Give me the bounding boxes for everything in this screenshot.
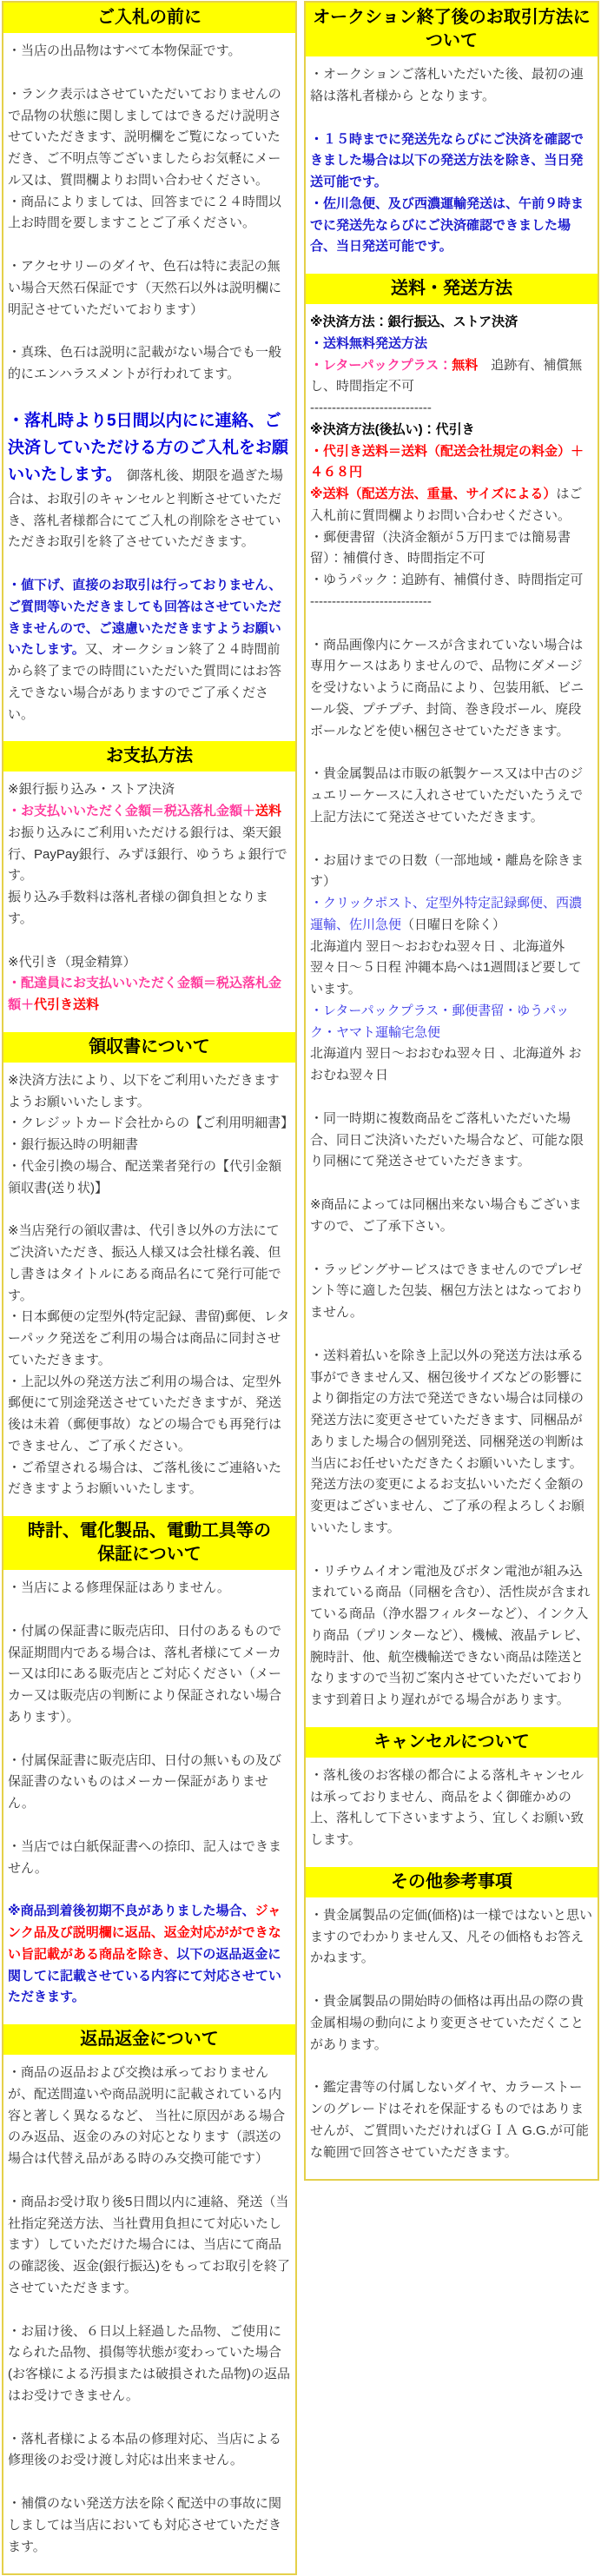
text-run: ・落札者様による本品の修理対応、当店による修理後のお受け渡し対応は出来ません。 [8, 2431, 282, 2468]
terms-paragraph [310, 1561, 593, 1712]
terms-paragraph [310, 398, 593, 420]
text-run: ・代金引換の場合、配送業者発行の【代引金額領収書(送り状)】 [8, 1158, 282, 1195]
section-content [306, 1897, 598, 2180]
section-content [3, 771, 295, 1032]
terms-paragraph [310, 1765, 593, 1851]
text-run: ジャンク品及び説明欄に返品、返金対応がができない旨記載がある商品を除き、 [8, 1904, 281, 1962]
section-content [3, 1570, 295, 2024]
text-run: ・貴金属製品は市販の紙製ケース又は中古のジュエリーケースに入れさせていただいたうえで上記方法にて発送させていただきます。 [310, 766, 584, 824]
text-run: ※決済方法により、以下をご利用いただきますようお願いいたします。 [8, 1072, 280, 1109]
terms-section [306, 3, 598, 274]
terms-paragraph [8, 1621, 291, 1729]
terms-paragraph [310, 1905, 593, 1970]
terms-section [3, 741, 295, 1032]
terms-paragraph [310, 851, 593, 894]
terms-paragraph [310, 1260, 593, 1324]
terms-paragraph [8, 973, 291, 1016]
terms-paragraph [310, 527, 593, 571]
terms-paragraph [8, 256, 291, 321]
text-run: （日曜日を除く） [401, 917, 506, 932]
terms-column-right [304, 1, 599, 2181]
text-run: ※決済方法：銀行振込、ストア決済 [310, 315, 518, 329]
terms-paragraph [8, 823, 291, 887]
terms-section [306, 274, 598, 1727]
section-header: 送料・発送方法 [306, 274, 598, 304]
text-run: ・代引き送料＝送料（配送会社規定の料金）＋４６８円 [310, 443, 584, 480]
text-run: ・補償のない発送方法を除く配送中の事故に関しましては当店においても対応させていただきます。 [8, 2496, 282, 2554]
terms-section [3, 3, 295, 741]
text-run: ※決済方法(後払い)：代引き [310, 421, 475, 437]
text-run: ・ラッピングサービスはできませんのでプレゼント等に適した包装、梱包方法とはなっておりません。 [310, 1262, 584, 1320]
text-run: ・同一時期に複数商品をご落札いただいた場合、同日ご決済いただいた場合など、可能な限り同梱にて発送させていただきます。 [310, 1110, 584, 1169]
text-run: ・落札後のお客様の都合による落札キャンセルは承っておりません、商品をよく御確かめの上、落札して下さいますよう、宜しくお願い致します。 [310, 1767, 584, 1847]
text-run: ※商品によっては同梱出来ない場合もございますので、ご了承下さい。 [310, 1197, 582, 1234]
text-run: 北海道内 翌日～おおむね翌々日 、北海道外 翌々日～５日程 沖縄本島へは1週間ほど要しています。 [310, 938, 582, 997]
terms-paragraph [310, 312, 593, 334]
text-run: ・リチウムイオン電池及びボタン電池が組み込まれている商品（同梱を含む）、活性炭が含まれている商品（浄水器フィルターなど）、インク入り商品（プリンターなど）、機械、液晶テレビ、腕時計、他、航空機輸送できない商品は陸送となりますので当初ご案内させていただいております到着日より遅れがでる場合があります。 [310, 1563, 591, 1707]
text-run: ・当店では白紙保証書への捺印、記入はできません。 [8, 1838, 282, 1876]
terms-paragraph [8, 407, 291, 553]
terms-paragraph [310, 1195, 593, 1238]
text-run: ・落札時より5日間以内にに連絡、ご決済していただける方のご入札をお願いいたします。 [8, 411, 289, 485]
section-content [306, 56, 598, 274]
terms-paragraph [310, 764, 593, 828]
terms-paragraph [8, 1458, 291, 1501]
terms-paragraph [8, 1901, 291, 2009]
terms-paragraph [8, 575, 291, 725]
terms-paragraph [310, 441, 593, 485]
text-run: 御落札後、期限を過ぎた場合は、お取引のキャンセルと判断させていただき、落札者様都合にてご入札の削除をさせていただきお取引を終了させていただきます。 [8, 468, 283, 550]
text-run: ・商品画像内にケースが含まれていない場合は専用ケースはありませんので、品物にダメージを受けないように商品により、包装用紙、ビニール袋、プチプチ、封筒、巻き段ボール、廃段ボールなどを使い梱包させていただきます。 [310, 637, 584, 738]
terms-paragraph [310, 1109, 593, 1173]
text-run: ・真珠、色石は説明に記載がない場合でも一般的にエンハラスメントが行われてます。 [8, 345, 282, 381]
text-run: ・ゆうパック：追跡有、補償付き、時間指定可 [310, 573, 584, 587]
section-header: その他参考事項 [306, 1867, 598, 1897]
text-run: ・当店による修理保証はありません。 [8, 1580, 230, 1596]
terms-paragraph [8, 84, 291, 192]
terms-paragraph [8, 1751, 291, 1815]
section-header: 返品返金について [3, 2024, 295, 2055]
text-run: ・銀行振込時の明細書 [8, 1137, 139, 1153]
terms-paragraph [310, 355, 593, 399]
terms-paragraph [8, 1837, 291, 1880]
terms-paragraph [8, 1221, 291, 1307]
text-run: ・お届けまでの日数（一部地域・離島を除きます） [310, 852, 584, 890]
terms-paragraph [310, 893, 593, 937]
text-run: ---------------------------- [310, 593, 432, 609]
text-run: ・付属の保証書に販売店印、日付のあるもので保証期間内である場合は、落札者様にてメーカー又は印にある販売店とご対応ください（メーカー又は販売店の判断により保証されない場合あります）。 [8, 1623, 282, 1725]
text-run: 又、オークション終了２４時間前から終了までの時間にいただいた質問にはお答えできない場合がありますのでご了承ください。 [8, 642, 282, 722]
section-content [3, 33, 295, 741]
text-run: ・貴金属製品の定価(価格)は一様ではないと思いますのでわかりません又、凡その価格もお答えかねます。 [310, 1907, 592, 1966]
terms-paragraph [8, 1372, 291, 1458]
text-run: ・オークションご落札いただいた後、最初の連絡は落札者様から となります。 [310, 67, 584, 103]
terms-paragraph [8, 2429, 291, 2473]
terms-paragraph [8, 1307, 291, 1371]
terms-paragraph [8, 952, 291, 974]
text-run: 以下の返品返金に関してに記載させている内容にて対応させていただきます。 [8, 1946, 282, 2005]
text-run: ・クリックポスト、定型外特定記録郵便、西濃運輸、佐川急便 [310, 896, 583, 932]
text-run: ・値下げ、直接のお取引は行っておりません、ご質問等いただきましても回答はさせていただきませんので、ご遠慮いただきますようお願いいたします。 [8, 578, 282, 658]
section-content [306, 304, 598, 1727]
text-run: 代引き送料 [34, 997, 100, 1013]
terms-paragraph [8, 1113, 294, 1135]
terms-paragraph [8, 2493, 291, 2558]
terms-section [3, 1032, 295, 1516]
text-run: ・当店の出品物はすべて本物保証です。 [8, 43, 241, 58]
text-run: ・日本郵便の定型外(特定記録、書留)郵便、レターパック発送をご利用の場合は商品に同封させていただきます。 [8, 1309, 290, 1367]
terms-paragraph [8, 2063, 291, 2170]
terms-paragraph [8, 2192, 291, 2300]
terms-paragraph [310, 1043, 593, 1087]
text-run: ・佐川急便、及び西濃運輸発送は、午前９時までに発送先ならびにご決済確認できました場合、当日発送可能です。 [310, 195, 584, 255]
terms-paragraph [8, 779, 291, 801]
terms-section [306, 1727, 598, 1867]
text-run: ---------------------------- [310, 401, 432, 415]
text-run: ・商品によりましては、回答までに２４時間以上お時間を要しますことご了承ください。 [8, 194, 282, 231]
section-header: 領収書について [3, 1032, 295, 1063]
text-run: ・アクセサリーのダイヤ、色石は特に表記の無い場合天然石保証です（天然石以外は説明欄に明記させていただいております） [8, 259, 282, 317]
section-content [3, 2055, 295, 2573]
terms-paragraph [8, 2321, 291, 2407]
text-run: 発送方法の変更によるお支払いいただく金額の変更はございません、ご了承の程よろしくお願いいたします。 [310, 1477, 584, 1535]
text-run: ※銀行振り込み・ストア決済 [8, 782, 175, 798]
text-run: ※代引き（現金精算） [8, 954, 136, 970]
text-run: ・商品お受け取り後5日間以内に連絡、発送（当社指定発送方法、当社費用負担にて対応いたします）していただけた場合には、当店にて商品の確認後、返金(銀行振込)をもってお取引を終了させていただきます。 [8, 2194, 290, 2295]
text-run: 追跡有、補償無し、時間指定不可 [310, 357, 583, 394]
section-content [3, 1063, 295, 1516]
text-run: ・ランク表示はさせていただいておりませんので品物の状態に関しましてはできるだけ説明させていただきます、説明欄をご覧になっていただき、ご不明点等ございましたらお気軽にメール又は、質問欄よりお問い合わせください。 [8, 86, 282, 188]
text-run: 送料 [255, 804, 282, 819]
terms-paragraph [310, 2077, 593, 2163]
terms-paragraph [310, 1474, 593, 1539]
terms-paragraph [310, 420, 593, 441]
terms-column-left [2, 1, 297, 2575]
text-run: 北海道内 翌日～おおむね翌々日 、北海道外 おおむね翌々日 [310, 1046, 582, 1083]
terms-section [3, 2024, 295, 2573]
terms-paragraph [8, 1156, 291, 1200]
section-header: キャンセルについて [306, 1727, 598, 1758]
text-run: お振り込みにご利用いただける銀行は、楽天銀行、PayPay銀行、みずほ銀行、ゆうちょ銀行です。 [8, 824, 287, 884]
text-run: ・郵便書留（決済金額が５万円までは簡易書留）：補償付き、時間指定不可 [310, 529, 571, 566]
text-run: 無料 [452, 357, 479, 373]
terms-paragraph [310, 570, 593, 592]
text-run: ・お届け後、６日以上経過した品物、ご使用になられた品物、損傷等状態が変わっていた場合(お客様による汚損または破損された品物)の返品はお受けできません。 [8, 2323, 290, 2403]
text-run: ・送料無料発送方法 [310, 335, 428, 351]
text-run: ・商品の返品および交換は承っておりませんが、配送間違いや商品説明に記載されている内容と著しく異なるなど、 当社に原因がある場合のみ返品、返金のみの対応となります（誤送の場合は代替え品がある時のみ交換可能です） [8, 2065, 286, 2167]
terms-paragraph [8, 1578, 291, 1599]
text-run: ・クレジットカード会社からの【ご利用明細書】 [8, 1116, 294, 1131]
terms-paragraph [310, 1001, 593, 1044]
text-run: ・配達員にお支払いいただく金額＝税込落札金額＋ [8, 976, 282, 1013]
terms-paragraph [310, 1991, 593, 2056]
text-run: ・上記以外の発送方法ご利用の場合は、定型外郵便にて別途発送させていただきますが、発送後は未着（郵便事故）などの場合でも再発行はできません、ご了承ください。 [8, 1374, 282, 1454]
text-run: ※商品到着後初期不良がありました場合、 [8, 1904, 255, 1919]
terms-paragraph [8, 1070, 291, 1114]
terms-paragraph [8, 342, 291, 386]
terms-paragraph [8, 887, 291, 930]
section-header: オークション終了後のお取引方法について [306, 3, 598, 56]
text-run: ・貴金属製品の開始時の価格は再出品の際の貴金属相場の動向により変更させていただくことがあります。 [310, 1994, 584, 2052]
terms-paragraph [8, 1135, 291, 1156]
text-run: 振り込み手数料は落札者様の御負担となります。 [8, 890, 269, 926]
text-run: ・送料着払いを除き上記以外の発送方法は承る事ができません又、梱包後サイズなどの影響により御指定の方法で発送できない場合は同様の発送方法に変更させていただきます、同梱品がありました場合の個別発送、同梱発送の判断は当店にお任せいただきたくお願いいたします。 [310, 1348, 584, 1471]
text-run: ・付属保証書に販売店印、日付の無いもの及び保証書のないものはメーカー保証がありません。 [8, 1752, 282, 1811]
terms-paragraph [310, 64, 593, 108]
text-run: ・お支払いいただく金額＝税込落札金額＋ [8, 804, 256, 819]
text-run: ・１５時までに発送先ならびにご決済を確認できました場合は以下の発送方法を除き、当日発送可能です。 [310, 131, 584, 189]
text-run: ・レターパックプラス・郵便書留・ゆうパック・ヤマト運輸宅急便 [310, 1003, 570, 1040]
terms-section [306, 1867, 598, 2180]
text-run: ※送料（配送方法、重量、サイズによる） [310, 487, 557, 501]
terms-paragraph [8, 41, 291, 63]
section-header: 時計、電化製品、電動工具等の 保証について [3, 1516, 295, 1570]
terms-section [3, 1516, 295, 2024]
terms-paragraph [310, 129, 593, 194]
terms-paragraph [310, 1346, 593, 1475]
text-run: ※当店発行の領収書は、代引き以外の方法にてご決済いただき、振込人様又は会社様名義、但し書きはタイトルにある商品名にて発行可能です。 [8, 1223, 281, 1303]
terms-paragraph [310, 334, 593, 355]
terms-paragraph [310, 592, 593, 613]
text-run: ・ご希望される場合は、ご落札後にご連絡いただきますようお願いいたします。 [8, 1460, 282, 1497]
terms-paragraph [310, 937, 593, 1001]
section-header: ご入札の前に [3, 3, 295, 33]
terms-paragraph [310, 484, 593, 527]
text-run: ・鑑定書等の付属しないダイヤ、カラーストーンのグレードはそれを保証するものではありませんが、ご質問いただければＧＩＡ G.G.が可能な範囲で回答させていただきます。 [310, 2080, 589, 2160]
terms-paragraph [8, 192, 291, 235]
section-content [306, 1758, 598, 1867]
terms-paragraph [310, 635, 593, 743]
text-run: はご入札前に質問欄よりお問い合わせください。 [310, 487, 583, 523]
terms-paragraph [310, 194, 593, 258]
section-header: お支払方法 [3, 741, 295, 771]
text-run: ・レターパックプラス： [310, 357, 452, 373]
terms-paragraph [8, 801, 291, 823]
